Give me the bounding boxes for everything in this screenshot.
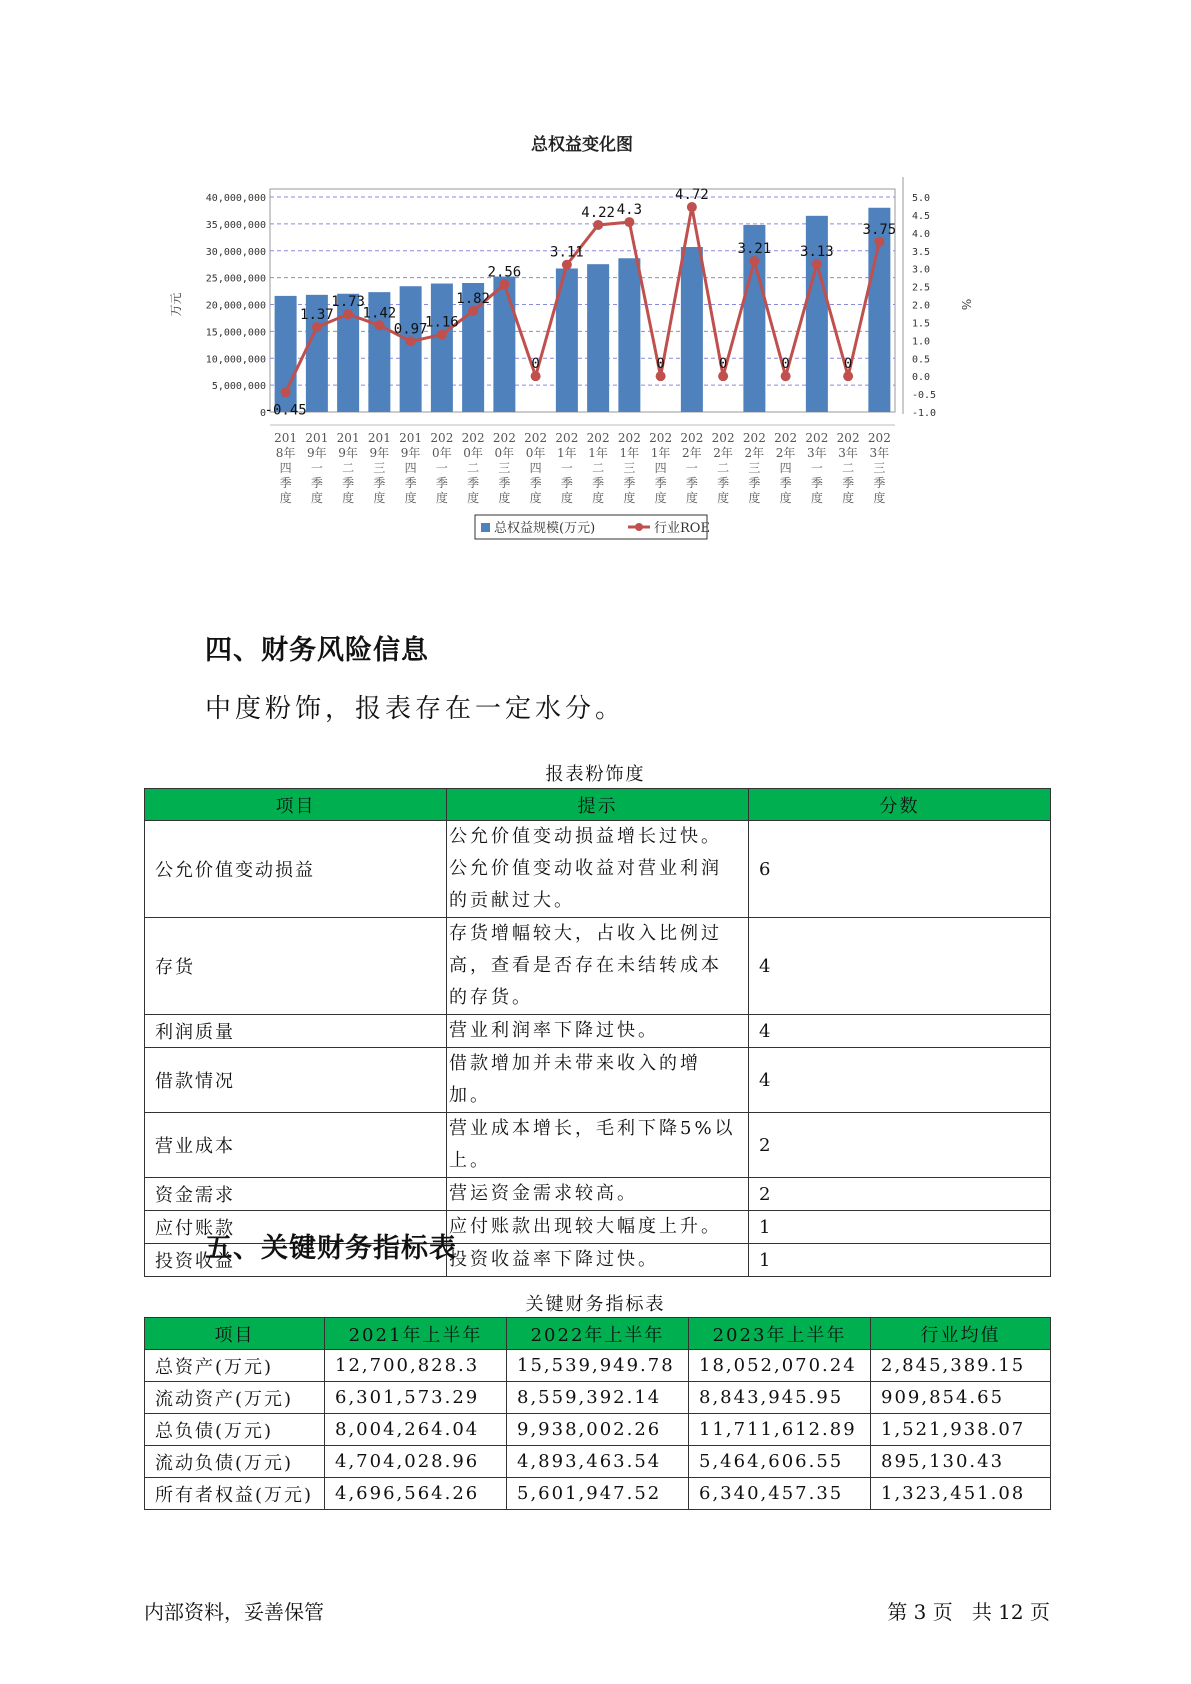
x-tick-label: 季	[779, 476, 792, 490]
bar	[431, 284, 453, 412]
row-2022: 15,539,949.78	[507, 1350, 689, 1382]
roe-data-label: 0	[656, 356, 665, 373]
x-tick-label: 三	[623, 461, 636, 475]
roe-data-label: 1.73	[331, 294, 365, 311]
x-tick-label: 202	[680, 431, 704, 445]
x-tick-label: 1年	[619, 446, 640, 460]
roe-point	[281, 387, 291, 397]
row-score: 6	[749, 821, 1051, 918]
row-2022: 4,893,463.54	[507, 1446, 689, 1478]
row-item: 所有者权益(万元)	[145, 1478, 325, 1510]
row-avg: 1,323,451.08	[871, 1478, 1051, 1510]
equity-chart-svg	[170, 130, 1030, 610]
y2-tick-label: 0.0	[912, 372, 931, 384]
x-tick-label: 四	[529, 461, 542, 475]
risk-table-header	[145, 789, 1051, 821]
y2-tick-label: 3.0	[912, 264, 931, 276]
x-tick-label: 二	[342, 461, 355, 475]
x-tick-label: 季	[279, 476, 292, 490]
x-tick-label: 季	[373, 476, 386, 490]
roe-point	[781, 371, 791, 381]
x-tick-label: 一	[810, 461, 823, 475]
row-avg: 909,854.65	[871, 1382, 1051, 1414]
roe-point	[531, 371, 541, 381]
header-avg: 行业均值	[871, 1318, 1051, 1350]
x-tick-label: 季	[467, 476, 480, 490]
x-tick-label: 度	[310, 491, 323, 505]
row-item: 存货	[145, 918, 447, 1015]
row-score: 2	[749, 1178, 1051, 1211]
roe-point	[374, 320, 384, 330]
x-tick-label: 三	[498, 461, 511, 475]
page-number: 第 3 页 共 12 页	[887, 1600, 1050, 1624]
legend-line-marker	[635, 523, 643, 531]
y-tick-label: 0	[259, 408, 266, 419]
x-tick-label: 度	[748, 491, 761, 505]
legend-bar-swatch	[481, 523, 490, 532]
row-item: 应付账款	[145, 1211, 447, 1244]
header-2021: 2021年上半年	[325, 1318, 507, 1350]
y2-tick-label: 4.0	[912, 228, 931, 240]
row-2023: 18,052,070.24	[689, 1350, 871, 1382]
x-tick-label: 0年	[463, 446, 483, 460]
roe-point	[687, 202, 697, 212]
x-tick-label: 202	[774, 431, 798, 445]
x-tick-label: 四	[654, 461, 667, 475]
header-item: 项目	[145, 1318, 325, 1350]
roe-point	[718, 371, 728, 381]
roe-point	[343, 309, 353, 319]
x-tick-label: 202	[524, 431, 548, 445]
roe-point	[593, 220, 603, 230]
bar	[493, 277, 515, 412]
row-score: 4	[749, 918, 1051, 1015]
row-score: 1	[749, 1211, 1051, 1244]
x-tick-label: 202	[742, 431, 766, 445]
row-2021: 4,696,564.26	[325, 1478, 507, 1510]
table-row	[145, 1048, 1051, 1113]
roe-data-label: 1.16	[425, 314, 459, 331]
x-tick-label: 202	[649, 431, 673, 445]
x-tick-label: 一	[435, 461, 448, 475]
risk-table-caption: 报表粉饰度	[545, 764, 646, 785]
roe-point	[312, 322, 322, 332]
fin-table-caption: 关键财务指标表	[525, 1294, 666, 1315]
row-2021: 8,004,264.04	[325, 1414, 507, 1446]
legend-bar-label: 总权益规模(万元)	[494, 521, 596, 536]
y-tick-label: 25,000,000	[205, 273, 266, 285]
x-tick-label: 202	[492, 431, 516, 445]
row-tip: 营业成本增长，毛利下降5%以上。	[447, 1113, 749, 1178]
table-row	[145, 918, 1051, 1015]
header-tip: 提示	[447, 789, 749, 821]
x-tick-label: 9年	[400, 446, 421, 460]
x-tick-label: 度	[435, 491, 448, 505]
roe-data-label: 0	[531, 356, 540, 373]
y2-tick-label: 3.5	[912, 246, 931, 258]
row-tip: 营运资金需求较高。	[447, 1178, 749, 1211]
roe-data-label: -0.45	[264, 402, 307, 419]
row-2022: 5,601,947.52	[507, 1478, 689, 1510]
row-item: 资金需求	[145, 1178, 447, 1211]
x-tick-label: 2年	[744, 446, 765, 460]
roe-point	[468, 306, 478, 316]
x-tick-label: 9年	[338, 446, 358, 460]
header-item: 项目	[145, 789, 447, 821]
x-tick-label: 202	[461, 431, 485, 445]
row-avg: 2,845,389.15	[871, 1350, 1051, 1382]
x-tick-label: 度	[685, 491, 698, 505]
x-tick-label: 度	[842, 491, 855, 505]
bar	[587, 264, 609, 412]
row-item: 总资产(万元)	[145, 1350, 325, 1382]
row-avg: 895,130.43	[871, 1446, 1051, 1478]
row-item: 投资收益	[145, 1244, 447, 1277]
x-tick-label: 季	[810, 476, 823, 490]
x-tick-label: 季	[717, 476, 730, 490]
x-tick-label: 202	[711, 431, 735, 445]
roe-data-label: 4.72	[675, 187, 709, 204]
x-tick-label: 二	[467, 461, 480, 475]
roe-point	[499, 279, 509, 289]
header-score: 分数	[749, 789, 1051, 821]
x-tick-label: 季	[404, 476, 417, 490]
row-2023: 11,711,612.89	[689, 1414, 871, 1446]
row-tip: 应付账款出现较大幅度上升。	[447, 1211, 749, 1244]
x-tick-label: 度	[810, 491, 823, 505]
x-tick-label: 四	[779, 461, 792, 475]
x-tick-label: 度	[529, 491, 542, 505]
row-item: 流动负债(万元)	[145, 1446, 325, 1478]
x-tick-label: 202	[805, 431, 829, 445]
row-2022: 8,559,392.14	[507, 1382, 689, 1414]
roe-data-label: 2.56	[487, 264, 522, 281]
row-tip: 存货增幅较大，占收入比例过高，查看是否存在未结转成本的存货。	[447, 918, 749, 1015]
x-tick-label: 三	[748, 461, 761, 475]
x-tick-label: 202	[867, 431, 891, 445]
table-row	[145, 1015, 1051, 1048]
x-tick-label: 季	[842, 476, 855, 490]
roe-data-label: 3.75	[862, 221, 897, 238]
roe-data-label: 3.11	[550, 244, 584, 261]
y-axis-label: 万元	[169, 292, 183, 317]
roe-data-label: 3.13	[800, 244, 834, 261]
roe-point	[624, 217, 634, 227]
x-tick-label: 度	[404, 491, 417, 505]
x-tick-label: 度	[498, 491, 511, 505]
row-score: 4	[749, 1015, 1051, 1048]
x-tick-label: 1年	[588, 446, 608, 460]
roe-data-label: 0	[843, 356, 853, 373]
x-tick-label: 季	[592, 476, 605, 490]
row-item: 营业成本	[145, 1113, 447, 1178]
x-tick-label: 季	[873, 476, 886, 490]
row-2022: 9,938,002.26	[507, 1414, 689, 1446]
roe-point	[656, 371, 666, 381]
x-tick-label: 2年	[682, 446, 702, 460]
row-avg: 1,521,938.07	[871, 1414, 1051, 1446]
x-tick-label: 2年	[775, 446, 796, 460]
table-row	[145, 1113, 1051, 1178]
x-tick-label: 二	[842, 461, 855, 475]
x-tick-label: 202	[617, 431, 641, 445]
bar	[618, 258, 640, 412]
fin-table-header	[145, 1318, 1051, 1350]
x-tick-label: 202	[430, 431, 454, 445]
x-tick-label: 3年	[869, 446, 890, 460]
x-tick-label: 一	[310, 461, 323, 475]
x-tick-label: 季	[654, 476, 667, 490]
x-tick-label: 9年	[369, 446, 390, 460]
x-tick-label: 0年	[525, 446, 546, 460]
x-tick-label: 201	[305, 431, 329, 445]
table-row	[145, 1414, 1051, 1446]
row-2023: 6,340,457.35	[689, 1478, 871, 1510]
y-tick-label: 35,000,000	[205, 219, 266, 231]
x-tick-label: 度	[779, 491, 792, 505]
y2-tick-label: 0.5	[912, 354, 931, 366]
x-tick-label: 201	[367, 431, 391, 445]
x-tick-label: 季	[310, 476, 323, 490]
x-tick-label: 季	[748, 476, 761, 490]
roe-point	[562, 260, 572, 270]
roe-data-label: 3.21	[737, 241, 772, 258]
x-tick-label: 9年	[307, 446, 327, 460]
roe-data-label: 4.22	[581, 204, 615, 221]
table-row	[145, 1178, 1051, 1211]
y2-axis-label: %	[959, 298, 973, 311]
table-row	[145, 1446, 1051, 1478]
x-tick-label: 201	[336, 431, 360, 445]
risk-table	[144, 788, 1051, 1277]
x-tick-label: 3年	[807, 446, 827, 460]
row-tip: 投资收益率下降过快。	[447, 1244, 749, 1277]
x-tick-label: 0年	[432, 446, 452, 460]
y2-tick-label: -0.5	[912, 390, 937, 402]
row-score: 2	[749, 1113, 1051, 1178]
x-tick-label: 201	[274, 431, 298, 445]
y2-tick-label: -1.0	[912, 408, 937, 419]
x-tick-label: 四	[279, 461, 292, 475]
table-row	[145, 1350, 1051, 1382]
legend-line-label: 行业ROE	[654, 521, 710, 536]
x-tick-label: 度	[873, 491, 886, 505]
bar	[400, 286, 422, 412]
x-tick-label: 201	[399, 431, 423, 445]
roe-data-label: 1.42	[362, 305, 397, 322]
row-item: 总负债(万元)	[145, 1414, 325, 1446]
y-tick-label: 15,000,000	[205, 327, 266, 339]
x-tick-label: 度	[467, 491, 480, 505]
row-tip: 公允价值变动损益增长过快。公允价值变动收益对营业利润的贡献过大。	[447, 821, 749, 918]
row-score: 1	[749, 1244, 1051, 1277]
x-tick-label: 四	[404, 461, 417, 475]
y2-tick-label: 5.0	[912, 193, 931, 204]
x-tick-label: 一	[560, 461, 573, 475]
y2-tick-label: 2.0	[912, 300, 931, 312]
x-tick-label: 季	[529, 476, 542, 490]
row-tip: 营业利润率下降过快。	[447, 1015, 749, 1048]
header-2023: 2023年上半年	[689, 1318, 871, 1350]
x-tick-label: 0年	[494, 446, 515, 460]
row-tip: 借款增加并未带来收入的增加。	[447, 1048, 749, 1113]
x-tick-label: 度	[279, 491, 292, 505]
roe-point	[812, 259, 822, 269]
chart-title: 总权益变化图	[531, 135, 633, 155]
row-item: 借款情况	[145, 1048, 447, 1113]
equity-chart	[170, 130, 1030, 610]
x-tick-label: 季	[560, 476, 573, 490]
roe-point	[749, 256, 759, 266]
row-2023: 8,843,945.95	[689, 1382, 871, 1414]
x-tick-label: 3年	[838, 446, 858, 460]
x-tick-label: 季	[435, 476, 448, 490]
x-tick-label: 一	[685, 461, 698, 475]
x-tick-label: 度	[560, 491, 573, 505]
roe-data-label: 0.97	[393, 321, 428, 338]
x-tick-label: 202	[555, 431, 579, 445]
table-row	[145, 1478, 1051, 1510]
header-2022: 2022年上半年	[507, 1318, 689, 1350]
x-tick-label: 二	[592, 461, 605, 475]
roe-point	[843, 371, 853, 381]
roe-data-label: 1.82	[456, 290, 490, 307]
y2-tick-label: 2.5	[912, 282, 931, 294]
x-tick-label: 度	[592, 491, 605, 505]
x-tick-label: 二	[717, 461, 730, 475]
footer-note: 内部资料，妥善保管	[144, 1600, 324, 1624]
x-tick-label: 季	[342, 476, 355, 490]
row-2021: 12,700,828.3	[325, 1350, 507, 1382]
x-tick-label: 三	[373, 461, 386, 475]
x-tick-label: 1年	[557, 446, 577, 460]
y2-tick-label: 1.0	[912, 336, 931, 348]
y2-tick-label: 1.5	[912, 318, 931, 330]
x-tick-label: 1年	[650, 446, 671, 460]
x-tick-label: 度	[654, 491, 667, 505]
y2-tick-label: 4.5	[912, 210, 931, 222]
roe-point	[406, 336, 416, 346]
row-item: 公允价值变动损益	[145, 821, 447, 918]
x-tick-label: 季	[498, 476, 511, 490]
roe-data-label: 0	[781, 356, 790, 373]
x-tick-label: 季	[623, 476, 636, 490]
section4-body: 中度粉饰，报表存在一定水分。	[205, 694, 626, 724]
roe-data-label: 0	[718, 356, 728, 373]
roe-point	[874, 237, 884, 247]
row-2023: 5,464,606.55	[689, 1446, 871, 1478]
roe-point	[437, 330, 447, 340]
section5-title: 五、关键财务指标表	[205, 1233, 457, 1264]
x-tick-label: 季	[685, 476, 698, 490]
y-tick-label: 10,000,000	[205, 354, 266, 366]
x-tick-label: 度	[342, 491, 355, 505]
roe-data-label: 4.3	[616, 202, 643, 219]
y-tick-label: 30,000,000	[205, 246, 266, 258]
roe-data-label: 1.37	[300, 307, 334, 324]
y-tick-label: 5,000,000	[211, 381, 266, 393]
x-tick-label: 202	[836, 431, 860, 445]
x-tick-label: 度	[373, 491, 386, 505]
x-tick-label: 度	[623, 491, 636, 505]
row-2021: 4,704,028.96	[325, 1446, 507, 1478]
table-row	[145, 1382, 1051, 1414]
row-item: 利润质量	[145, 1015, 447, 1048]
row-2021: 6,301,573.29	[325, 1382, 507, 1414]
row-score: 4	[749, 1048, 1051, 1113]
y-tick-label: 20,000,000	[205, 300, 266, 312]
table-row	[145, 821, 1051, 918]
section4-title: 四、财务风险信息	[205, 635, 429, 666]
x-tick-label: 202	[586, 431, 610, 445]
x-tick-label: 8年	[275, 446, 296, 460]
x-tick-label: 度	[717, 491, 730, 505]
x-tick-label: 2年	[713, 446, 733, 460]
fin-table	[144, 1317, 1051, 1510]
row-item: 流动资产(万元)	[145, 1382, 325, 1414]
bar	[681, 247, 703, 412]
y-tick-label: 40,000,000	[205, 193, 266, 204]
x-tick-label: 三	[873, 461, 886, 475]
